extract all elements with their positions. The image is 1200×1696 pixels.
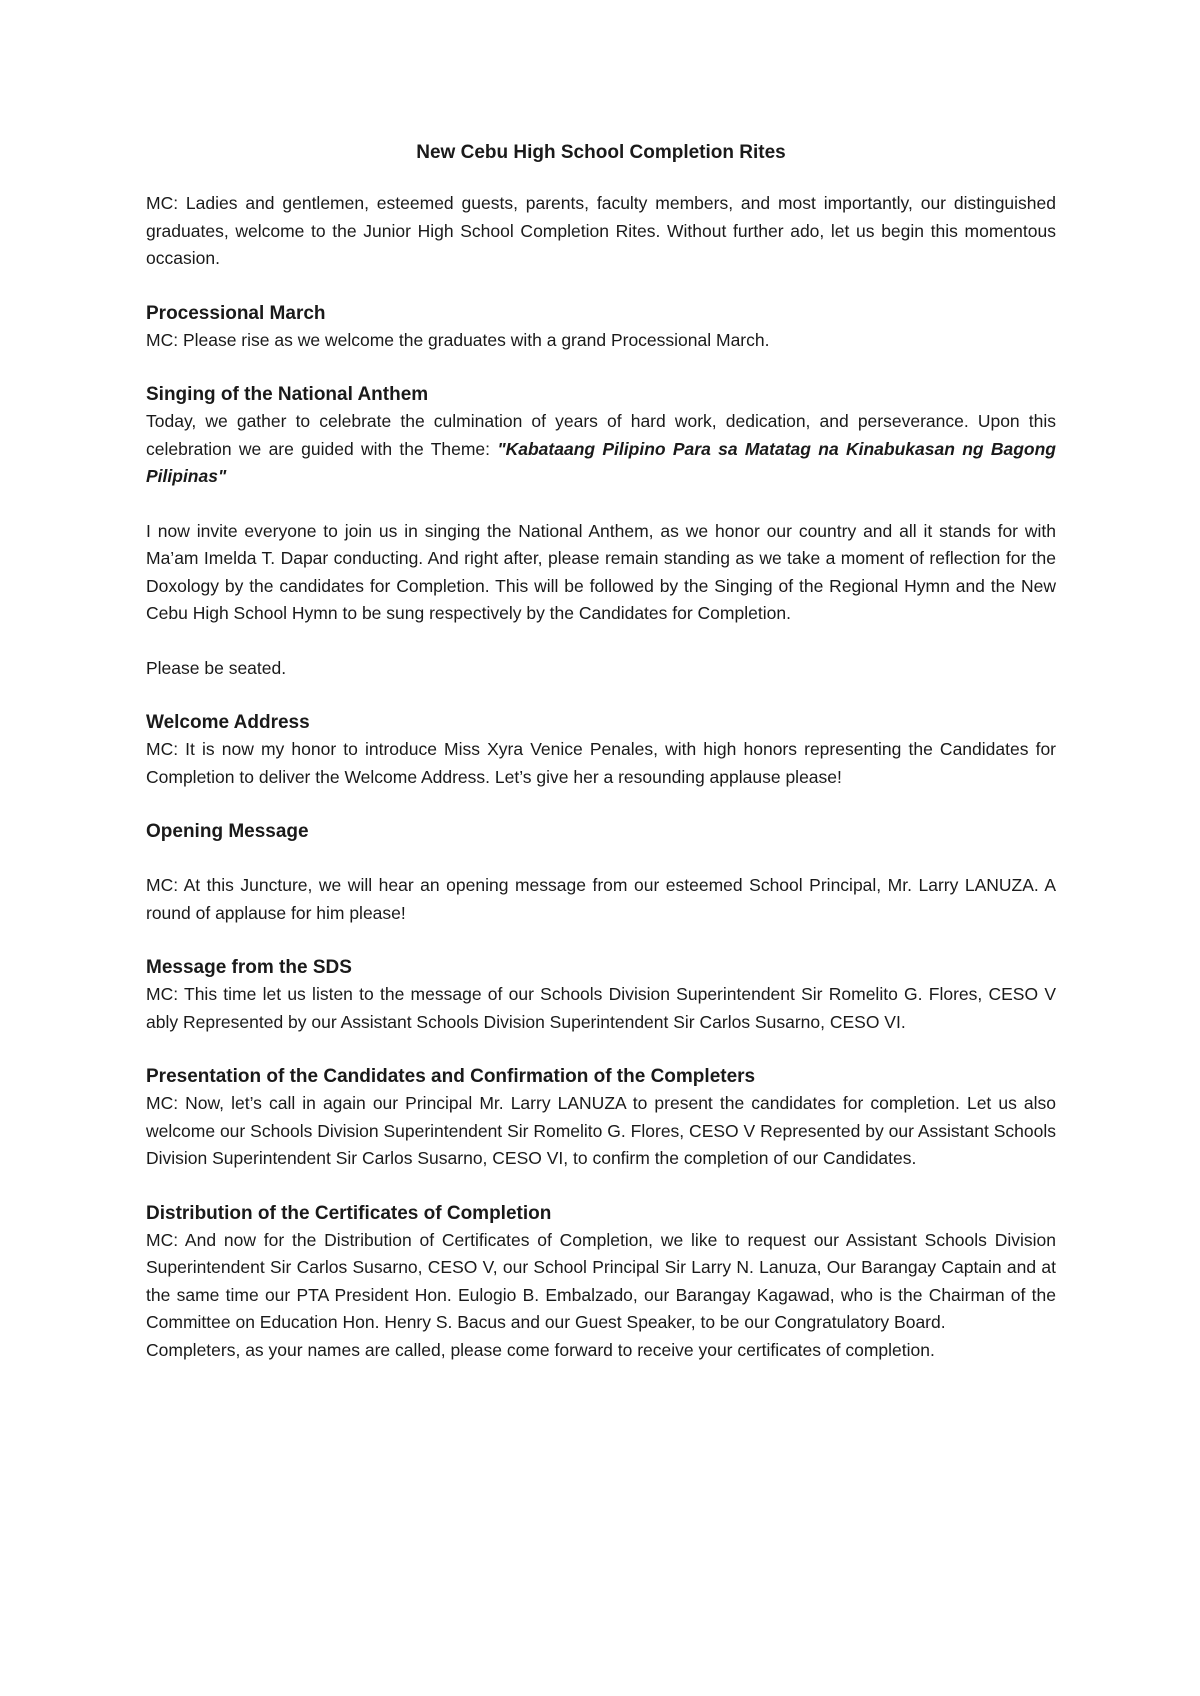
section-distribution-certificates [146,1201,1056,1365]
section-text: MC: It is now my honor to introduce Miss Xyra Venice Penales, with high honors representing the Candidates for Completion to deliver the Welcome Address. Let’s give her a resounding applause please! [146,739,1056,787]
section-text: MC: Please rise as we welcome the graduates with a grand Processional March. [146,329,770,350]
completers-instruction-text: Completers, as your names are called, please come forward to receive your certificates of completion. [146,1339,935,1360]
section-welcome-address [146,710,1056,791]
section-message-sds [146,955,1056,1036]
theme-intro-text: Today, we gather to celebrate the culmination of years of hard work, dedication, and perseverance. Upon this celebration we are guided with the Theme: [146,411,1056,459]
section-heading: Distribution of the Certificates of Completion [146,1202,552,1224]
document-title: New Cebu High School Completion Rites [416,142,786,163]
section-text [146,408,1056,491]
section-opening-message [146,819,1056,927]
document-page [146,140,1056,1364]
section-text: MC: Now, let’s call in again our Principal Mr. Larry LANUZA to present the candidates for completion. Let us also welcome our Schools Division Superintendent Sir Romelito G. Flores, CESO V Represented by our Assistant Schools Division Superintendent Sir Carlos Susarno, CESO VI, to confirm the completion of our Candidates. [146,1093,1056,1168]
section-processional-march [146,301,1056,355]
section-heading: Processional March [146,302,326,324]
theme-text: "Kabataang Pilipino Para sa Matatag na Kinabukasan ng Bagong Pilipinas" [146,438,1056,486]
please-be-seated-text: Please be seated. [146,657,287,678]
section-heading: Presentation of the Candidates and Confirmation of the Completers [146,1066,756,1087]
section-presentation-candidates [146,1064,1056,1173]
section-text: MC: This time let us listen to the message of our Schools Division Superintendent Sir Romelito G. Flores, CESO V ably Represented by our Assistant Schools Division Superintendent Sir Carlos Susarno, CESO VI. [146,984,1056,1032]
section-text: MC: At this Juncture, we will hear an opening message from our esteemed School Principal, Mr. Larry LANUZA. A round of applause for him please! [146,875,1056,923]
section-heading: Singing of the National Anthem [146,384,429,405]
section-national-anthem [146,382,1056,682]
intro-paragraph: MC: Ladies and gentlemen, esteemed guests, parents, faculty members, and most importantly, our distinguished graduates, welcome to the Junior High School Completion Rites. Without further ado, let us begin this momentous occasion. [146,193,1056,268]
anthem-invite-paragraph: I now invite everyone to join us in singing the National Anthem, as we honor our country and all it stands for with Ma’am Imelda T. Dapar conducting. And right after, please remain standing as we take a moment of reflection for the Doxology by the candidates for Completion. This will be followed by the Singing of the Regional Hymn and the New Cebu High School Hymn to be sung respectively by the Candidates for Completion. [146,520,1056,623]
section-heading: Welcome Address [146,712,310,733]
section-heading: Message from the SDS [146,957,352,978]
section-heading: Opening Message [146,821,309,842]
section-text: MC: And now for the Distribution of Certificates of Completion, we like to request our Assistant Schools Division Superintendent Sir Carlos Susarno, CESO V, our School Principal Sir Larry N. Lanuza, Our Barangay Captain and at the same time our PTA President Hon. Eulogio B. Embalzado, our Barangay Kagawad, who is the Chairman of the Committee on Education Hon. Henry S. Bacus and our Guest Speaker, to be our Congratulatory Board. [146,1229,1056,1332]
